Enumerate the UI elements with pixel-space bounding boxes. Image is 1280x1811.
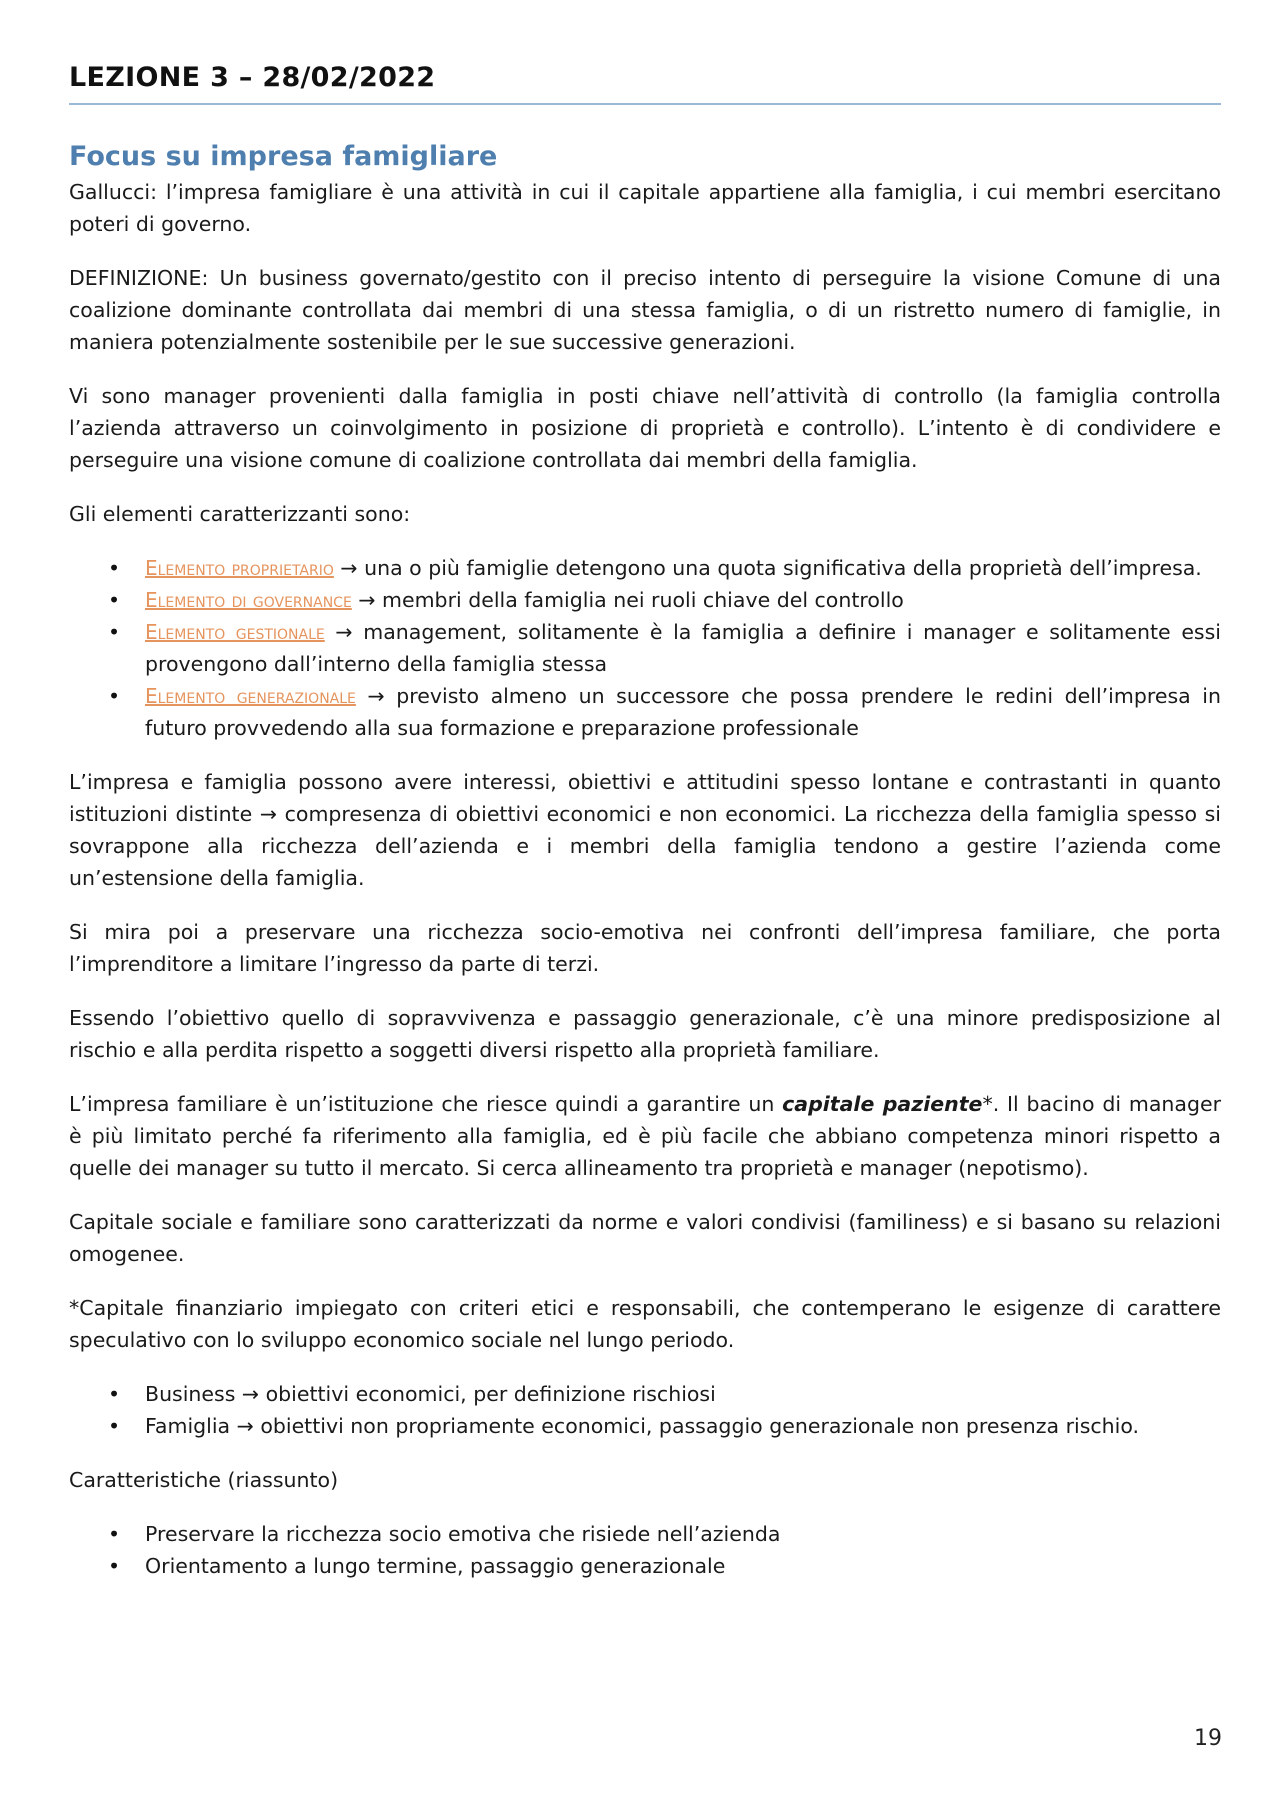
lesson-header: LEZIONE 3 – 28/02/2022 (69, 62, 1221, 105)
paragraph-gallucci: Gallucci: l’impresa famigliare è una attività in cui il capitale appartiene alla famiglia, i cui membri esercitano poteri di governo. (69, 180, 1221, 236)
element-text: → membri della famiglia nei ruoli chiave del controllo (351, 588, 904, 612)
list-item (145, 552, 1221, 584)
paragraph-definition: DEFINIZIONE: Un business governato/gestito con il preciso intento di perseguire la visione Comune di una coalizione dominante controllata dai membri di una stessa famiglia, o di un ristretto numero di famiglie, in maniera potenzialmente sostenibile per le sue successive generazioni. (69, 266, 1221, 354)
patient-capital-term: capitale paziente (782, 1092, 983, 1116)
paragraph-summary-title: Caratteristiche (riassunto) (69, 1468, 339, 1492)
paragraph-managers: Vi sono manager provenienti dalla famiglia in posti chiave nell’attività di controllo (la famiglia controlla l’azienda attraverso un coinvolgimento in posizione di proprietà e controllo). L’intento è di condividere e perseguire una visione comune di coalizione controllata dai membri della famiglia. (69, 384, 1221, 472)
element-text: → management, solitamente è la famiglia a definire i manager e solitamente essi provengono dall’interno della famiglia stessa (145, 620, 1221, 676)
paragraph-footnote: *Capitale finanziario impiegato con criteri etici e responsabili, che contemperano le esigenze di carattere speculativo con lo sviluppo economico sociale nel lungo periodo. (69, 1296, 1221, 1352)
goals-list (69, 1378, 1221, 1442)
element-label: Elemento proprietario (145, 556, 334, 580)
element-text: → una o più famiglie detengono una quota significativa della proprietà dell’impresa. (333, 556, 1202, 580)
document-page (69, 62, 1221, 1604)
patient-capital-after: *. Il bacino di manager è più limitato perché fa riferimento alla famiglia, ed è più facile che abbiano competenza minori rispetto a quelle dei manager su tutto il mercato. Si cerca allineamento tra proprietà e manager (nepotismo). (69, 1092, 1221, 1180)
paragraph-elements-intro: Gli elementi caratterizzanti sono: (69, 502, 411, 526)
element-label: Elemento gestionale (145, 620, 325, 644)
list-item: • Preservare la ricchezza socio emotiva che risiede nell’azienda (145, 1518, 1221, 1550)
element-text: → previsto almeno un successore che possa prendere le redini dell’impresa in futuro provvedendo alla sua formazione e preparazione professionale (145, 684, 1221, 740)
paragraph-patient-capital (69, 1088, 1221, 1184)
list-item (145, 616, 1221, 680)
page-number: 19 (1194, 1726, 1222, 1751)
elements-list (69, 552, 1221, 744)
list-item: • Business → obiettivi economici, per definizione rischiosi (145, 1378, 1221, 1410)
summary-list (69, 1518, 1221, 1582)
paragraph-familiness: Capitale sociale e familiare sono caratterizzati da norme e valori condivisi (familiness) e si basano su relazioni omogenee. (69, 1210, 1221, 1266)
list-item (145, 680, 1221, 744)
section-title: Focus su impresa famigliare (69, 141, 498, 172)
paragraph-interests: L’impresa e famiglia possono avere interessi, obiettivi e attitudini spesso lontane e contrastanti in quanto istituzioni distinte → compresenza di obiettivi economici e non economici. La ricchezza della famiglia spesso si sovrappone alla ricchezza dell’azienda e i membri della famiglia tendono a gestire l’azienda come un’estensione della famiglia. (69, 770, 1221, 890)
list-item: • Orientamento a lungo termine, passaggio generazionale (145, 1550, 1221, 1582)
element-label: Elemento generazionale (145, 684, 356, 708)
paragraph-risk: Essendo l’obiettivo quello di sopravvivenza e passaggio generazionale, c’è una minore predisposizione al rischio e alla perdita rispetto a soggetti diversi rispetto alla proprietà familiare. (69, 1006, 1221, 1062)
list-item: • Famiglia → obiettivi non propriamente economici, passaggio generazionale non presenza rischio. (145, 1410, 1221, 1442)
list-item (145, 584, 1221, 616)
element-label: Elemento di governance (145, 588, 352, 612)
patient-capital-before: L’impresa familiare è un’istituzione che riesce quindi a garantire un (69, 1092, 783, 1116)
paragraph-socioemotional: Si mira poi a preservare una ricchezza socio-emotiva nei confronti dell’impresa familiare, che porta l’imprenditore a limitare l’ingresso da parte di terzi. (69, 920, 1221, 976)
